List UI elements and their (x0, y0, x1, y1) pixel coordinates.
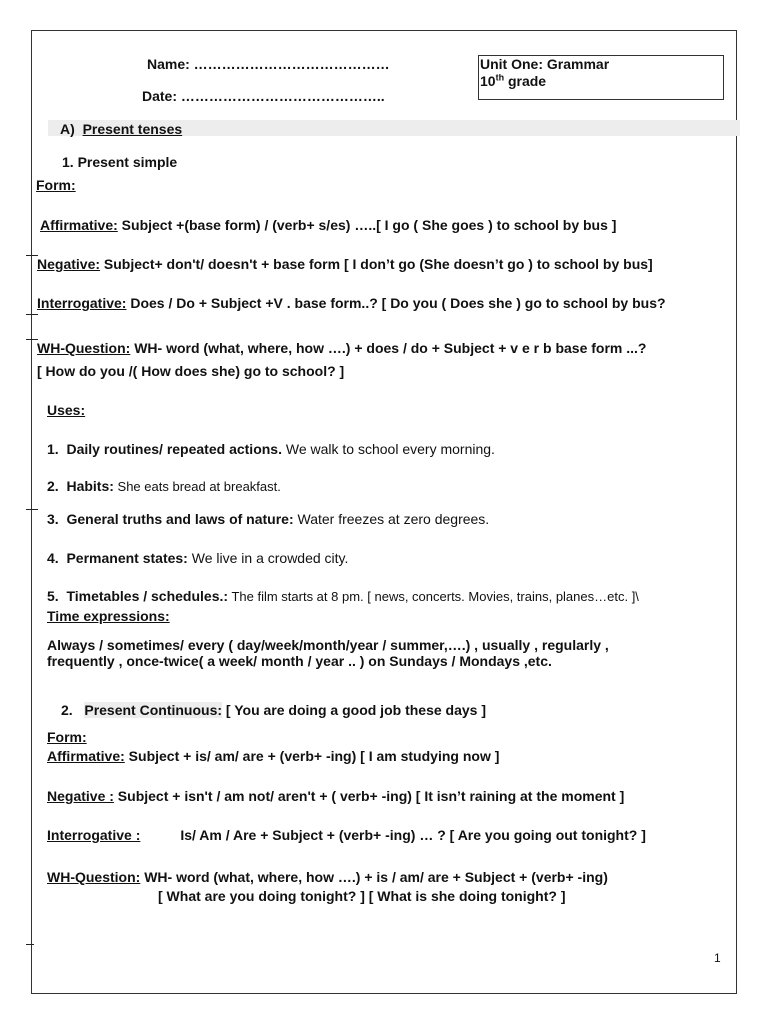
form-label: Form: (47, 729, 87, 745)
affirmative-rule: Affirmative: Subject + is/ am/ are + (verb+ -ing) [ I am studying now ] (47, 748, 500, 764)
present-continuous-heading: 2. Present Continuous: [ You are doing a good job these days ] (61, 702, 486, 718)
margin-mark (26, 944, 34, 945)
wh-question-example: [ How do you /( How does she) go to school? ] (37, 363, 345, 379)
wh-question-rule: WH-Question: WH- word (what, where, how ….) + is / am/ are + Subject + (verb+ -ing) (47, 869, 608, 885)
wh-question-example: [ What are you doing tonight? ] [ What is she doing tonight? ] (158, 888, 566, 904)
use-item: 2. Habits: She eats bread at breakfast. (47, 478, 281, 494)
uses-label: Uses: (47, 402, 86, 418)
use-item: 4. Permanent states: We live in a crowded city. (47, 550, 349, 566)
time-expressions-line: Always / sometimes/ every ( day/week/month/year / summer,….) , usually , regularly , (47, 637, 609, 653)
time-expressions-label: Time expressions: (47, 608, 170, 624)
use-item: 3. General truths and laws of nature: Water freezes at zero degrees. (47, 511, 490, 527)
section-a-heading: A) Present tenses (60, 121, 183, 137)
name-field-label: Name: …………………………………… (147, 56, 390, 72)
margin-mark (26, 509, 38, 510)
date-field-label: Date: …………………………………….. (142, 88, 385, 104)
negative-rule: Negative : Subject + isn't / am not/ aren't + ( verb+ -ing) [ It isn’t raining at the moment ] (47, 788, 625, 804)
page-number: 1 (714, 951, 721, 965)
time-expressions-line: frequently , once-twice( a week/ month / year .. ) on Sundays / Mondays ,etc. (47, 653, 552, 669)
margin-mark (26, 314, 38, 315)
unit-title: Unit One: Grammar (480, 56, 610, 72)
interrogative-rule: Interrogative : Is/ Am / Are + Subject + (verb+ -ing) … ? [ Are you going out tonight? ] (47, 827, 646, 843)
wh-question-rule: WH-Question: WH- word (what, where, how ….) + does / do + Subject + v e r b base form ...? (37, 340, 647, 356)
affirmative-rule: Affirmative: Subject +(base form) / (verb+ s/es) …..[ I go ( She goes ) to school by bus ] (40, 217, 617, 233)
interrogative-rule: Interrogative: Does / Do + Subject +V . base form..? [ Do you ( Does she ) go to school by bus? (37, 295, 666, 311)
use-item: 5. Timetables / schedules.: The film starts at 8 pm. [ news, concerts. Movies, trains, planes…etc. ]\ (47, 588, 639, 604)
grade-label: 10th grade (480, 72, 547, 89)
negative-rule: Negative: Subject+ don't/ doesn't + base form [ I don’t go (She doesn’t go ) to school by bus] (37, 256, 653, 272)
use-item: 1. Daily routines/ repeated actions. We walk to school every morning. (47, 441, 495, 457)
present-simple-heading: 1. Present simple (62, 154, 178, 170)
form-label: Form: (36, 177, 76, 193)
